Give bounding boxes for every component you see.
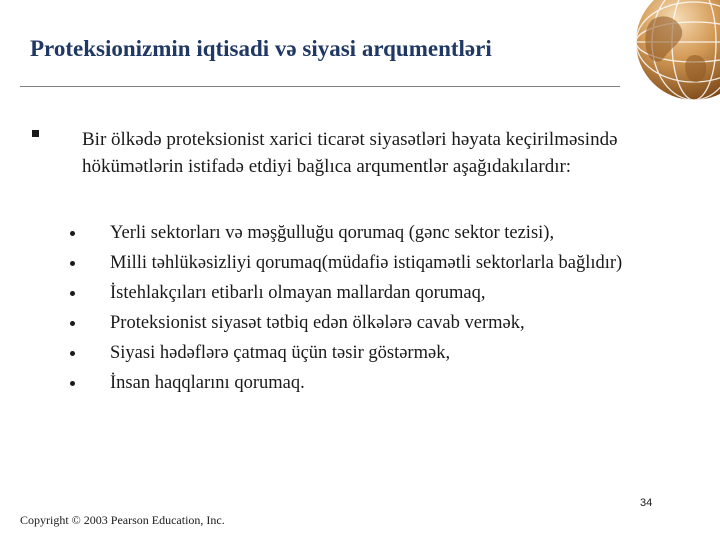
list-item-text: İnsan haqqlarını qorumaq. bbox=[110, 373, 305, 393]
list-item bbox=[60, 280, 680, 306]
bullet-icon bbox=[70, 351, 75, 356]
list-item bbox=[60, 310, 680, 336]
list-item-text: İstehlakçıları etibarlı olmayan mallardan qorumaq, bbox=[110, 283, 486, 303]
sub-point-list bbox=[60, 220, 680, 400]
list-item-text: Milli təhlükəsizliyi qorumaq(müdafiə istiqamətli sektorlarla bağlıdır) bbox=[110, 253, 623, 273]
list-item-text: Proteksionist siyasət tətbiq edən ölkələrə cavab vermək, bbox=[110, 313, 525, 333]
slide-title: Proteksionizmin iqtisadi və siyasi arqumentləri bbox=[30, 36, 492, 61]
bullet-icon bbox=[70, 381, 75, 386]
list-item bbox=[60, 340, 680, 366]
globe-icon bbox=[612, 0, 720, 100]
main-point-text: Bir ölkədə proteksionist xarici ticarət siyasətləri həyata keçirilməsində hökümətlərin istifadə etdiyi bağlıca arqumentlər aşağıdakılardır: bbox=[82, 129, 618, 177]
bullet-icon bbox=[70, 291, 75, 296]
list-item-text: Yerli sektorları və məşğulluğu qorumaq (gənc sektor tezisi), bbox=[110, 223, 555, 243]
list-item bbox=[60, 250, 680, 276]
bullet-icon bbox=[70, 321, 75, 326]
list-item bbox=[60, 370, 680, 396]
page-number: 34 bbox=[640, 497, 653, 509]
bullet-icon bbox=[70, 261, 75, 266]
main-bullet-icon bbox=[32, 130, 39, 137]
list-item bbox=[60, 220, 680, 246]
title-divider bbox=[20, 86, 620, 87]
bullet-icon bbox=[70, 231, 75, 236]
list-item-text: Siyasi hədəflərə çatmaq üçün təsir göstərmək, bbox=[110, 343, 451, 363]
copyright-footer: Copyright © 2003 Pearson Education, Inc. bbox=[20, 513, 225, 527]
